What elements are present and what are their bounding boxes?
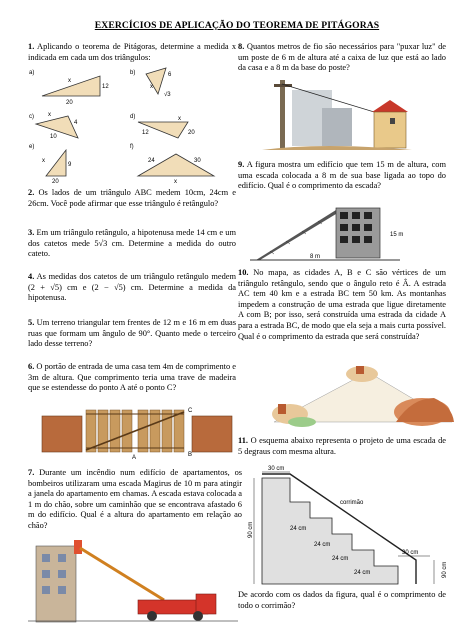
- svg-text:24: 24: [148, 158, 155, 164]
- svg-text:x: x: [174, 179, 177, 185]
- page-title: EXERCÍCIOS DE APLICAÇÃO DO TEOREMA DE PITÁGORAS: [94, 20, 380, 31]
- svg-text:d): d): [130, 114, 136, 120]
- svg-text:30 cm: 30 cm: [402, 550, 419, 556]
- question-8: 8. Quantos metros de fio são necessários para "puxar luz" de um poste de 6 m de altura até a caixa de luz que está ao lado da casa e a 8 m da base do poste?: [238, 42, 447, 73]
- triangles-figure: [28, 66, 238, 185]
- svg-text:x: x: [150, 84, 153, 90]
- triangle-d: [130, 114, 195, 138]
- svg-text:30: 30: [194, 158, 201, 164]
- svg-text:8 m: 8 m: [310, 254, 321, 260]
- building-ladder-figure: [250, 206, 446, 262]
- staircase-figure: [248, 460, 448, 590]
- svg-text:24 cm: 24 cm: [314, 542, 331, 548]
- cities-map-figure: [262, 362, 456, 432]
- svg-text:a): a): [29, 70, 35, 76]
- question-2: 2. Os lados de um triângulo ABC medem 10cm, 24cm e 26cm. Você pode afirmar que esse triângulo é retângulo?: [28, 188, 237, 208]
- question-5: 5. Um terreno triangular tem frentes de 12 m e 16 m em duas ruas que formam um ângulo de 90°. Quanto mede o terceiro lado desse terreno?: [28, 318, 236, 349]
- question-3: 3. Em um triângulo retângulo, a hipotenusa mede 14 cm e um dos catetos mede 5√3 cm. Determine a medida do outro cateto.: [28, 228, 236, 259]
- triangle-f: [130, 144, 214, 185]
- svg-text:30 cm: 30 cm: [268, 466, 285, 472]
- question-7: 7. Durante um incêndio num edifício de apartamentos, os bombeiros utilizaram uma escada Magirus de 10 m para atingir a janela do apartamento em chamas. A escada estava colocada a 1 m do chão, sobre um caminhão que se encontrava afastado 6 m do edifício. Qual é a altura do apartamento em relação ao chão?: [28, 468, 243, 530]
- svg-text:24 cm: 24 cm: [354, 570, 371, 576]
- question-6: 6. O portão de entrada de uma casa tem 4m de comprimento e 3m de altura. Que comprimento teria uma trave de madeira que se estendesse do ponto A até o ponto C?: [28, 362, 237, 393]
- svg-text:90 cm: 90 cm: [248, 521, 254, 538]
- svg-text:x: x: [178, 116, 181, 122]
- svg-text:f): f): [130, 144, 134, 150]
- fire-truck-figure: [28, 538, 238, 622]
- svg-text:√3: √3: [164, 92, 171, 98]
- svg-text:20: 20: [66, 100, 73, 106]
- svg-text:4: 4: [74, 120, 78, 126]
- svg-text:x: x: [48, 112, 51, 118]
- svg-text:C: C: [188, 408, 193, 414]
- svg-text:A: A: [132, 455, 137, 461]
- svg-text:90 cm: 90 cm: [442, 561, 448, 578]
- gate-figure: [42, 404, 232, 461]
- triangle-e: [29, 144, 72, 185]
- question-11: 11. O esquema abaixo representa o projeto de uma escada de 5 degraus com mesma altura.: [238, 436, 446, 456]
- question-9: 9. A figura mostra um edifício que tem 15 m de altura, com uma escada colocada a 8 m de sua base ligada ao topo do edifício. Qual é o comprimento da escada?: [238, 160, 446, 191]
- triangle-c: [29, 112, 78, 140]
- triangle-a: [29, 70, 109, 106]
- svg-text:x: x: [42, 158, 45, 164]
- svg-text:24 cm: 24 cm: [332, 556, 349, 562]
- svg-text:b): b): [130, 70, 136, 76]
- question-11-answer: De acordo com os dados da figura, qual é o comprimento de todo o corrimão?: [238, 590, 446, 610]
- question-4: 4. As medidas dos catetos de um triângulo retângulo medem (2 + √5) cm e (2 − √5) cm. Determine a medida da hipotenusa.: [28, 272, 236, 303]
- svg-text:15 m: 15 m: [390, 232, 404, 238]
- question-1: 1. Aplicando o teorema de Pitágoras, determine a medida x indicada em cada um dos triângulos:: [28, 42, 237, 62]
- svg-text:e): e): [29, 144, 35, 150]
- svg-text:x: x: [68, 78, 71, 84]
- svg-text:B: B: [188, 452, 193, 458]
- question-10: 10. No mapa, as cidades A, B e C são vértices de um triângulo retângulo, sendo que o ângulo reto é Â. A estrada AC tem 40 km e a estrada BC tem 50 km. As montanhas impedem a construção de uma estrada que ligue diretamente A com B; por isso, será construída uma estrada da cidade A para a estrada BC, de modo que ela seja a mais curta possível. Qual é o comprimento da estrada que será construída?: [238, 268, 446, 341]
- svg-text:corrimão: corrimão: [340, 500, 364, 506]
- triangle-b: [130, 68, 172, 98]
- svg-text:10: 10: [50, 134, 57, 140]
- pole-house-figure: [262, 78, 412, 152]
- svg-text:c): c): [29, 114, 34, 120]
- svg-text:12: 12: [102, 84, 109, 90]
- svg-text:24 cm: 24 cm: [290, 526, 307, 532]
- svg-text:12: 12: [142, 130, 149, 136]
- svg-text:9: 9: [68, 162, 72, 168]
- svg-text:20: 20: [188, 130, 195, 136]
- svg-text:20: 20: [52, 179, 59, 185]
- svg-text:6: 6: [168, 72, 172, 78]
